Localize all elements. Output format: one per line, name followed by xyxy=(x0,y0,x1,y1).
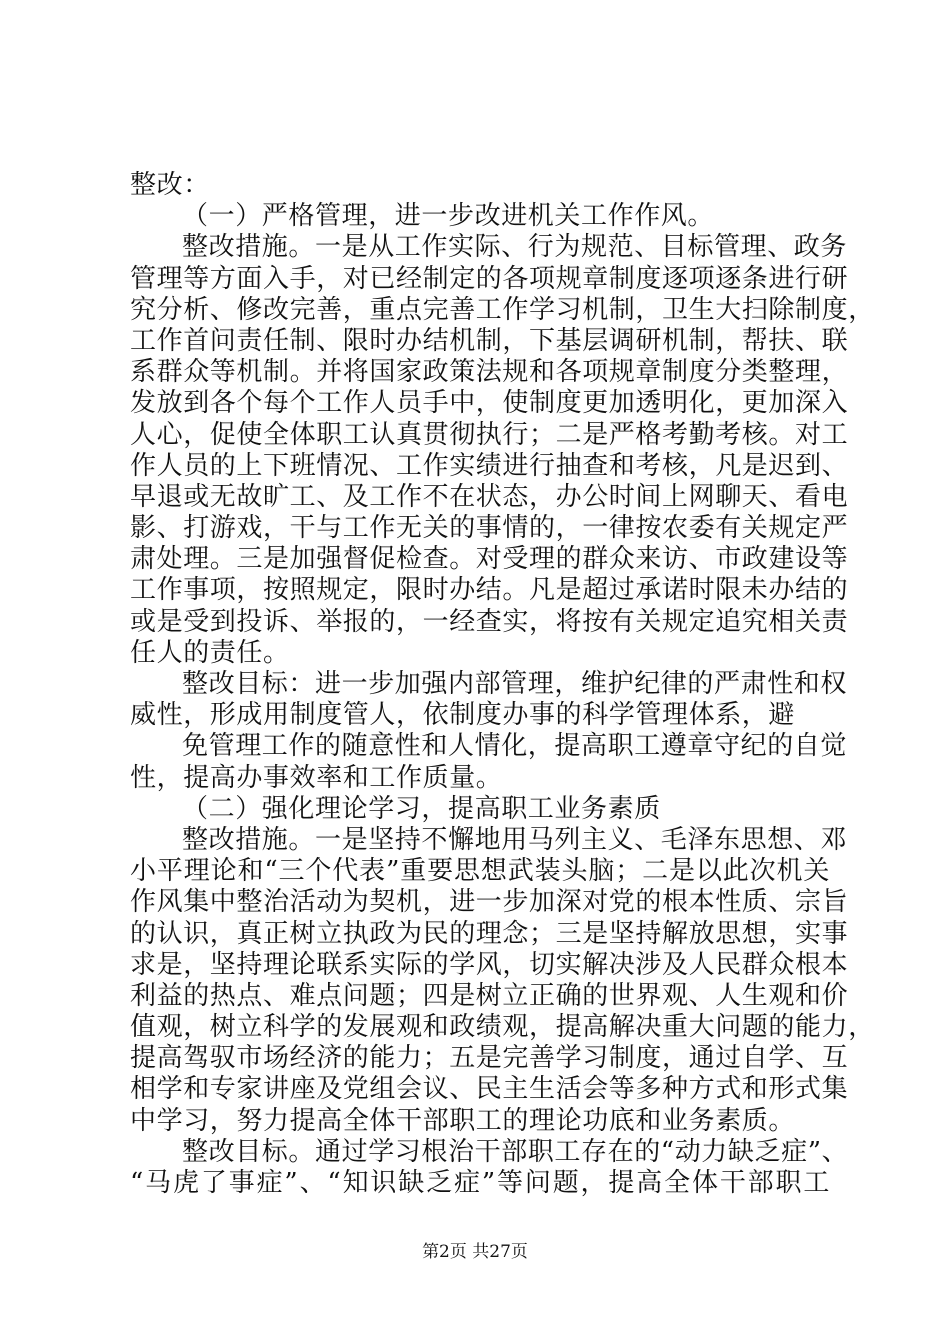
paragraph-line: 小平理论和“三个代表”重要思想武装头脑；二是以此次机关 xyxy=(130,856,830,887)
paragraph-line: 作风集中整治活动为契机，进一步加深对党的根本性质、宗旨 xyxy=(130,887,849,918)
paragraph-line: 人心，促使全体职工认真贯彻执行；二是严格考勤考核。对工 xyxy=(130,419,849,450)
paragraph-line: 工作首问责任制、限时办结机制，下基层调研机制，帮扶、联 xyxy=(130,325,849,356)
paragraph-line: 系群众等机制。并将国家政策法规和各项规章制度分类整理， xyxy=(130,357,849,388)
subsection-heading: （二）强化理论学习，提高职工业务素质 xyxy=(182,793,661,824)
paragraph-line: 发放到各个每个工作人员手中，使制度更加透明化，更加深入 xyxy=(130,388,849,419)
paragraph-line: 整改目标：进一步加强内部管理，维护纪律的严肃性和权 xyxy=(182,669,848,699)
paragraph-line: 中学习，努力提高全体干部职工的理论功底和业务素质。 xyxy=(130,1105,796,1136)
paragraph-line: 或是受到投诉、举报的，一经查实，将按有关规定追究相关责 xyxy=(130,606,849,637)
paragraph-line: 性，提高办事效率和工作质量。 xyxy=(130,762,503,793)
section-heading: 整改： xyxy=(130,170,210,200)
subsection-heading: （一）严格管理，进一步改进机关工作作风。 xyxy=(182,201,715,232)
page-total: 共27页 xyxy=(472,1242,528,1262)
paragraph-line: 提高驾驭市场经济的能力；五是完善学习制度，通过自学、互 xyxy=(130,1043,849,1074)
page-number: 第2页 xyxy=(422,1242,467,1262)
paragraph-line: “马虎了事症”、“知识缺乏症”等问题，提高全体干部职工 xyxy=(130,1168,830,1198)
paragraph-line: 相学和专家讲座及党组会议、民主生活会等多种方式和形式集 xyxy=(130,1074,849,1105)
paragraph-line: 的认识，真正树立执政为民的理念；三是坚持解放思想，实事 xyxy=(130,918,849,949)
paragraph-line: 工作事项，按照规定，限时办结。凡是超过承诺时限未办结的 xyxy=(130,575,849,606)
paragraph-line: 肃处理。三是加强督促检查。对受理的群众来访、市政建设等 xyxy=(130,544,849,575)
paragraph-line: 整改措施。一是坚持不懈地用马列主义、毛泽东思想、邓 xyxy=(182,824,848,855)
paragraph-line: 任人的责任。 xyxy=(130,637,290,668)
paragraph-line: 整改措施。一是从工作实际、行为规范、目标管理、政务 xyxy=(182,232,848,263)
paragraph-line: 值观，树立科学的发展观和政绩观，提高解决重大问题的能力， xyxy=(130,1012,875,1043)
paragraph-line: 免管理工作的随意性和人情化，提高职工遵章守纪的自觉 xyxy=(182,731,848,762)
paragraph-line: 影、打游戏，干与工作无关的事情的，一律按农委有关规定严 xyxy=(130,513,849,544)
paragraph-line: 利益的热点、难点问题；四是树立正确的世界观、人生观和价 xyxy=(130,980,849,1011)
page-footer xyxy=(0,1242,950,1262)
paragraph-line: 作人员的上下班情况、工作实绩进行抽查和考核，凡是迟到、 xyxy=(130,450,849,481)
paragraph-line: 究分析、修改完善，重点完善工作学习机制，卫生大扫除制度， xyxy=(130,294,875,325)
document-body xyxy=(130,170,875,1199)
paragraph-line: 求是，坚持理论联系实际的学风，切实解决涉及人民群众根本 xyxy=(130,949,849,980)
paragraph-line: 管理等方面入手，对已经制定的各项规章制度逐项逐条进行研 xyxy=(130,263,849,294)
paragraph-line: 早退或无故旷工、及工作不在状态，办公时间上网聊天、看电 xyxy=(130,481,849,512)
paragraph-line: 整改目标。通过学习根治干部职工存在的“动力缺乏症”、 xyxy=(182,1136,849,1167)
paragraph-line: 威性，形成用制度管人，依制度办事的科学管理体系，避 xyxy=(130,700,796,731)
